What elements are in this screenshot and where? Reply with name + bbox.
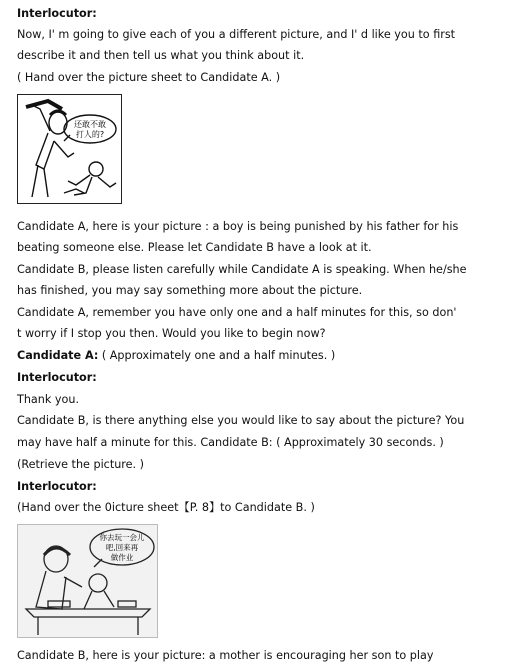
paragraph-line: Now, I' m going to give each of you a different picture, and I' d like you to first — [17, 28, 456, 41]
picture2-caption: 做作业 — [110, 553, 134, 562]
paragraph-line: beating someone else. Please let Candidate B have a look at it. — [17, 241, 372, 254]
paragraph-line: Candidate B, is there anything else you would like to say about the picture? You — [17, 414, 465, 427]
picture1-caption: 还敢不敢 — [74, 120, 106, 129]
paragraph-line — [17, 348, 335, 364]
picture-mother-encouraging-son — [17, 524, 158, 638]
speaker-interlocutor: Interlocutor: — [17, 7, 97, 20]
picture2-caption: 吧,回来再 — [105, 543, 139, 552]
paragraph-line: may have half a minute for this. Candidate B: ( Approximately 30 seconds. ) — [17, 436, 444, 449]
paragraph-line: Candidate B, please listen carefully while Candidate A is speaking. When he/she — [17, 263, 467, 276]
picture1-caption: 打人的? — [75, 130, 105, 139]
paragraph-line: Candidate A, remember you have only one and a half minutes for this, so don' — [17, 306, 457, 319]
paragraph-line: Candidate B, here is your picture: a mother is encouraging her son to play — [17, 649, 434, 662]
paragraph-line: describe it and then tell us what you think about it. — [17, 49, 305, 62]
stage-direction: ( Hand over the picture sheet to Candidate A. ) — [17, 71, 281, 84]
speaker-candidate-a: Candidate A: — [17, 349, 99, 362]
stage-direction: ( Approximately one and a half minutes. ) — [101, 349, 336, 362]
picture2-caption: 你去玩一会儿 — [99, 533, 145, 542]
paragraph-line: has finished, you may say something more about the picture. — [17, 284, 363, 297]
paragraph-line: Thank you. — [17, 393, 80, 406]
paragraph-line: t worry if I stop you then. Would you like to begin now? — [17, 327, 326, 340]
paragraph-line: Candidate A, here is your picture : a boy is being punished by his father for his — [17, 220, 459, 233]
stage-direction: (Hand over the 0icture sheet【P. 8】to Candidate B. ) — [17, 501, 315, 514]
stage-direction: (Retrieve the picture. ) — [17, 458, 145, 471]
speaker-interlocutor: Interlocutor: — [17, 480, 97, 493]
speaker-interlocutor: Interlocutor: — [17, 371, 97, 384]
picture-father-punishing-boy — [17, 94, 122, 204]
